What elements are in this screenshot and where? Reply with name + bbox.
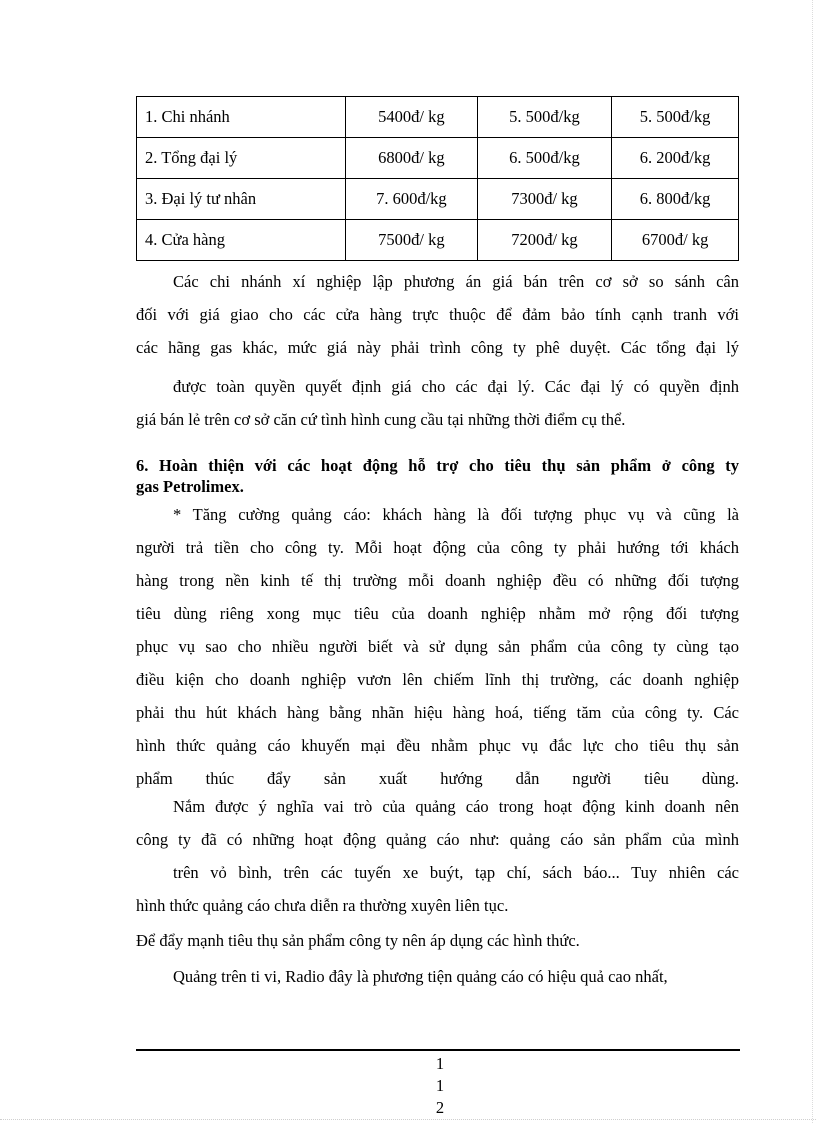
- text-line: được toàn quyền quyết định giá cho các đại lý. Các đại lý có quyền định: [173, 377, 739, 396]
- page-number: [428, 1053, 452, 1119]
- text-line: trên vỏ bình, trên các tuyến xe buýt, tạp chí, sách báo... Tuy nhiên các: [173, 863, 739, 882]
- price-cell: 7300đ/ kg: [477, 179, 612, 220]
- price-cell: 6800đ/ kg: [346, 138, 478, 179]
- text-line: đối với giá giao cho các cửa hàng trực thuộc để đảm bảo tính cạnh tranh với: [136, 305, 739, 324]
- section-heading: [136, 455, 739, 497]
- text-line: người trả tiền cho công ty. Mỗi hoạt động của công ty phải hướng tới khách: [136, 538, 739, 557]
- table-row: [137, 220, 739, 261]
- price-cell: 5400đ/ kg: [346, 97, 478, 138]
- price-cell: 5. 500đ/kg: [612, 97, 739, 138]
- text-line: tiêu dùng riêng xong mục tiêu của doanh nghiệp nhằm mở rộng đối tượng: [136, 604, 739, 623]
- text-line: công ty đã có những hoạt động quảng cáo như: quảng cáo sản phẩm của mình: [136, 830, 739, 849]
- price-cell: 7200đ/ kg: [477, 220, 612, 261]
- page-number-digit: 2: [435, 1098, 445, 1117]
- heading-line: gas Petrolimex.: [136, 477, 244, 496]
- footer-divider: [136, 1049, 740, 1051]
- text-line: Để đẩy mạnh tiêu thụ sản phẩm công ty nên áp dụng các hình thức.: [136, 931, 580, 950]
- row-label: 1. Chi nhánh: [137, 97, 346, 138]
- price-cell: 6. 800đ/kg: [612, 179, 739, 220]
- text-line: Nắm được ý nghĩa vai trò của quảng cáo trong hoạt động kinh doanh nên: [173, 797, 739, 816]
- text-line: điều kiện cho doanh nghiệp vươn lên chiếm lĩnh thị trường, các doanh nghiệp: [136, 670, 739, 689]
- price-cell: 5. 500đ/kg: [477, 97, 612, 138]
- text-line: * Tăng cường quảng cáo: khách hàng là đối tượng phục vụ và cũng là: [173, 505, 739, 524]
- text-line: hình thức quảng cáo chưa diễn ra thường xuyên liên tục.: [136, 896, 509, 915]
- price-cell: 6700đ/ kg: [612, 220, 739, 261]
- row-label: 3. Đại lý tư nhân: [137, 179, 346, 220]
- paragraph-advertising-role: [136, 790, 739, 856]
- text-line: hình thức quảng cáo khuyến mại đều nhằm phục vụ đắc lực cho tiêu thụ sản: [136, 736, 739, 755]
- page-number-digit: 1: [435, 1076, 445, 1095]
- text-line: giá bán lẻ trên cơ sở căn cứ tình hình cung cầu tại những thời điểm cụ thể.: [136, 410, 626, 429]
- row-label: 2. Tổng đại lý: [137, 138, 346, 179]
- paragraph-advertising: [136, 498, 739, 795]
- paragraph-pricing: [136, 265, 739, 364]
- table-row: [137, 97, 739, 138]
- page-boundary-right: [812, 0, 813, 1123]
- price-cell: 7500đ/ kg: [346, 220, 478, 261]
- paragraph-tv-radio: [136, 960, 739, 993]
- text-line: phẩm thúc đẩy sản xuất hướng dẫn người tiêu dùng.: [136, 769, 739, 788]
- text-line: Các chi nhánh xí nghiệp lập phương án giá bán trên cơ sở so sánh cân: [173, 272, 739, 291]
- text-line: phục vụ sao cho nhiều người biết và sử dụng sản phẩm của công ty cùng tạo: [136, 637, 739, 656]
- row-label: 4. Cửa hàng: [137, 220, 346, 261]
- price-table: [136, 96, 739, 261]
- page-number-digit: 1: [435, 1054, 445, 1073]
- page-boundary-bottom: [0, 1119, 816, 1120]
- table-row: [137, 179, 739, 220]
- paragraph-agent-pricing: [136, 370, 739, 436]
- text-line: các hãng gas khác, mức giá này phải trình công ty phê duyệt. Các tổng đại lý: [136, 338, 739, 357]
- text-line: hàng trong nền kinh tế thị trường mỗi doanh nghiệp đều có những đối tượng: [136, 571, 739, 590]
- price-cell: 6. 200đ/kg: [612, 138, 739, 179]
- paragraph-advertising-channels: [136, 856, 739, 922]
- paragraph-recommendation: [136, 924, 739, 957]
- text-line: phải thu hút khách hàng bằng nhãn hiệu hàng hoá, tiếng tăm của công ty. Các: [136, 703, 739, 722]
- table-row: [137, 138, 739, 179]
- price-cell: 6. 500đ/kg: [477, 138, 612, 179]
- heading-line: 6. Hoàn thiện với các hoạt động hỗ trợ cho tiêu thụ sản phẩm ở công ty: [136, 456, 739, 475]
- text-line: Quảng trên ti vi, Radio đây là phương tiện quảng cáo có hiệu quả cao nhất,: [173, 967, 668, 986]
- price-cell: 7. 600đ/kg: [346, 179, 478, 220]
